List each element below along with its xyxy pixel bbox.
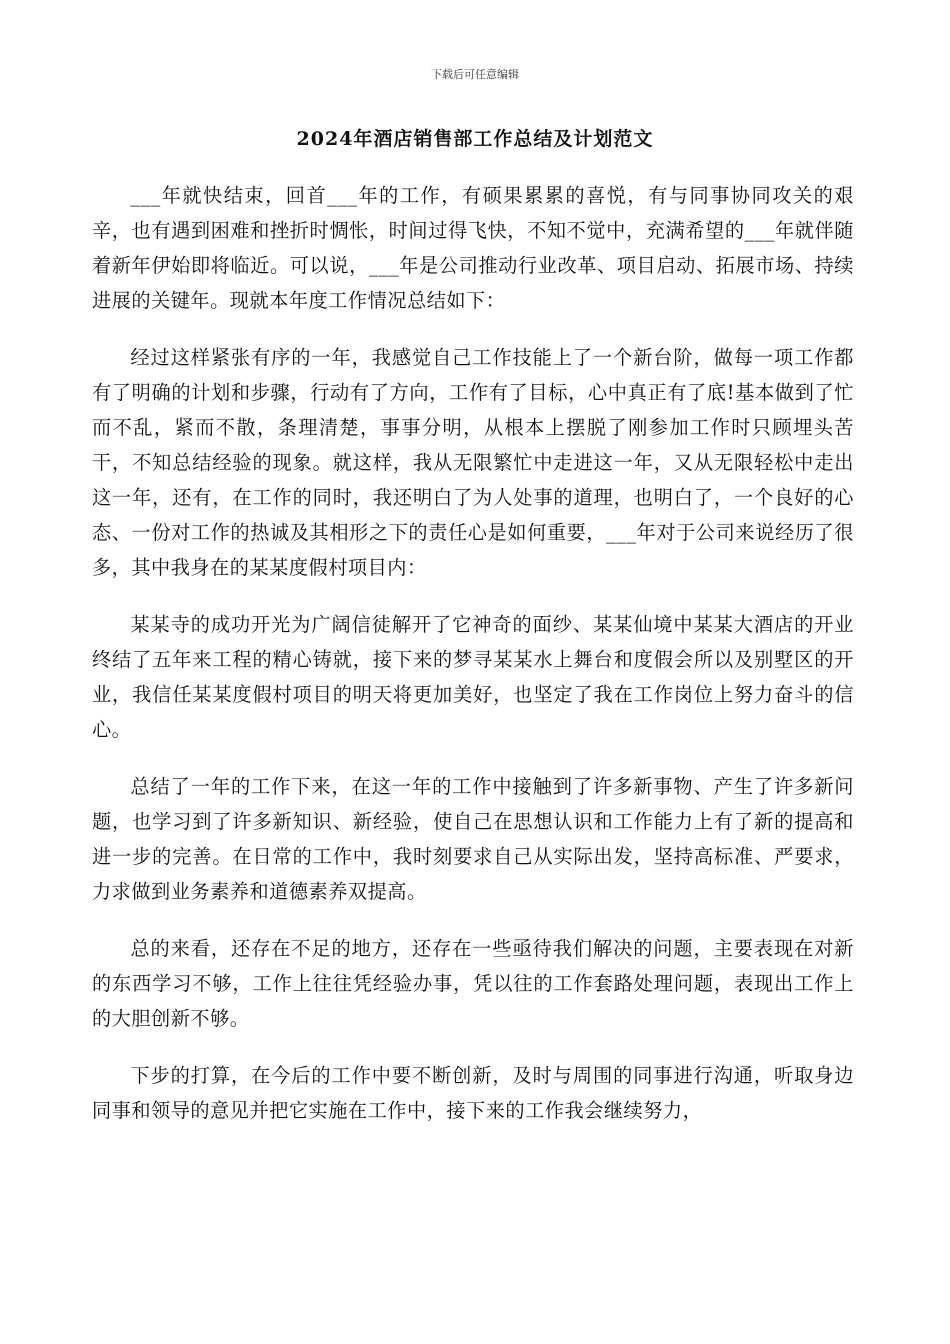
paragraph-skills: 经过这样紧张有序的一年，我感觉自己工作技能上了一个新台阶，做每一项工作都有了明确的计划和步骤，行动有了方向，工作有了目标，心中真正有了底!基本做到了忙而不乱，紧而不散，条理清楚，事事分明，从根本上摆脱了刚参加工作时只顾埋头苦干，不知总结经验的现象。就这样，我从无限繁忙中走进这一年，又从无限轻松中走出这一年，还有，在工作的同时，我还明白了为人处事的道理，也明白了，一个良好的心态、一份对工作的热诚及其相形之下的责任心是如何重要，___年对于公司来说经历了很多，其中我身在的某某度假村项目内： (92, 346, 854, 579)
paragraph-summary: 总结了一年的工作下来，在这一年的工作中接触到了许多新事物、产生了许多新问题，也学习到了许多新知识、新经验，使自己在思想认识和工作能力上有了新的提高和进一步的完善。在日常的工作中，我时刻要求自己从实际出发，坚持高标准、严要求，力求做到业务素养和道德素养双提高。 (92, 775, 854, 903)
paragraph-plan: 下步的打算，在今后的工作中要不断创新，及时与周围的同事进行沟通，听取身边同事和领导的意见并把它实施在工作中，接下来的工作我会继续努力， (92, 1064, 854, 1122)
paragraph-project: 某某寺的成功开光为广阔信徒解开了它神奇的面纱、某某仙境中某某大酒店的开业终结了五年来工程的精心铸就，接下来的梦寻某某水上舞台和度假会所以及别墅区的开业，我信任某某度假村项目的明天将更加美好，也坚定了我在工作岗位上努力奋斗的信心。 (92, 613, 854, 741)
paragraph-intro: ___年就快结束，回首___年的工作，有硕果累累的喜悦，有与同事协同攻关的艰辛，也有遇到困难和挫折时惆怅，时间过得飞快，不知不觉中，充满希望的___年就伴随着新年伊始即将临近。可以说，___年是公司推动行业改革、项目启动、拓展市场、持续进展的关键年。现就本年度工作情况总结如下： (92, 184, 854, 312)
document-title: 2024年酒店销售部工作总结及计划范文 (296, 128, 654, 150)
paragraph-shortcomings: 总的来看，还存在不足的地方，还存在一些亟待我们解决的问题，主要表现在对新的东西学习不够，工作上往往凭经验办事，凭以往的工作套路处理问题，表现出工作上的大胆创新不够。 (92, 937, 854, 1030)
header-note: 下载后可任意编辑 (431, 68, 519, 81)
document-body (92, 178, 854, 1150)
